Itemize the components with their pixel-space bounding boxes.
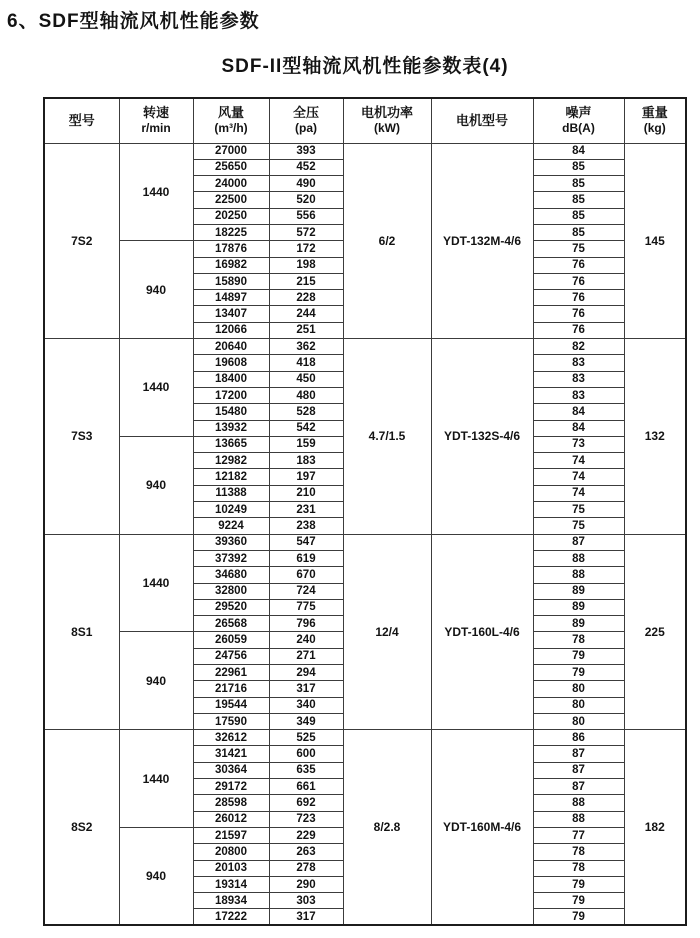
cell-airflow: 28598: [193, 795, 269, 811]
cell-airflow: 12982: [193, 453, 269, 469]
cell-noise: 88: [533, 811, 624, 827]
cell-pressure: 556: [269, 208, 343, 224]
cell-airflow: 9224: [193, 518, 269, 534]
cell-noise: 76: [533, 290, 624, 306]
header-unit: (pa): [295, 121, 317, 136]
cell-pressure: 240: [269, 632, 343, 648]
cell-airflow: 32800: [193, 583, 269, 599]
cell-motor-model: YDT-132S-4/6: [431, 339, 533, 535]
cell-pressure: 490: [269, 176, 343, 192]
cell-noise: 74: [533, 453, 624, 469]
cell-noise: 77: [533, 827, 624, 843]
cell-pressure: 520: [269, 192, 343, 208]
cell-airflow: 14897: [193, 290, 269, 306]
cell-pressure: 572: [269, 224, 343, 240]
cell-motor-power: 12/4: [343, 534, 431, 730]
cell-noise: 87: [533, 746, 624, 762]
cell-speed: 1440: [119, 534, 193, 632]
cell-pressure: 670: [269, 567, 343, 583]
cell-model: 8S1: [44, 534, 119, 730]
header-unit: r/min: [141, 121, 171, 136]
cell-noise: 88: [533, 550, 624, 566]
cell-airflow: 13932: [193, 420, 269, 436]
header-label: 型号: [68, 112, 95, 128]
cell-noise: 74: [533, 469, 624, 485]
cell-noise: 80: [533, 681, 624, 697]
header-label: 噪声: [565, 105, 592, 121]
cell-pressure: 251: [269, 322, 343, 338]
column-header-airflow: [193, 98, 269, 143]
cell-pressure: 159: [269, 436, 343, 452]
cell-pressure: 228: [269, 290, 343, 306]
cell-airflow: 26059: [193, 632, 269, 648]
cell-airflow: 12066: [193, 322, 269, 338]
table-subtitle: SDF-II型轴流风机性能参数表(4): [221, 56, 509, 77]
cell-pressure: 317: [269, 681, 343, 697]
cell-pressure: 340: [269, 697, 343, 713]
cell-pressure: 450: [269, 371, 343, 387]
cell-weight: 182: [624, 730, 686, 926]
cell-noise: 79: [533, 909, 624, 925]
cell-pressure: 349: [269, 713, 343, 729]
cell-airflow: 19544: [193, 697, 269, 713]
page-title: 6、SDF型轴流风机性能参数: [7, 11, 260, 32]
table-row: [44, 730, 686, 746]
cell-pressure: 452: [269, 159, 343, 175]
cell-weight: 145: [624, 143, 686, 339]
cell-airflow: 17222: [193, 909, 269, 925]
cell-noise: 76: [533, 306, 624, 322]
cell-pressure: 238: [269, 518, 343, 534]
cell-motor-model: YDT-132M-4/6: [431, 143, 533, 339]
column-header-weight: [624, 98, 686, 143]
cell-noise: 74: [533, 485, 624, 501]
cell-pressure: 724: [269, 583, 343, 599]
cell-pressure: 290: [269, 876, 343, 892]
cell-weight: 132: [624, 339, 686, 535]
cell-airflow: 11388: [193, 485, 269, 501]
cell-airflow: 17590: [193, 713, 269, 729]
cell-pressure: 692: [269, 795, 343, 811]
cell-airflow: 20800: [193, 844, 269, 860]
cell-pressure: 418: [269, 355, 343, 371]
cell-airflow: 15480: [193, 404, 269, 420]
header-label: 电机型号: [455, 112, 508, 128]
cell-airflow: 21597: [193, 827, 269, 843]
cell-noise: 78: [533, 860, 624, 876]
cell-noise: 88: [533, 795, 624, 811]
cell-pressure: 542: [269, 420, 343, 436]
cell-noise: 87: [533, 762, 624, 778]
table-row: [44, 339, 686, 355]
cell-noise: 88: [533, 567, 624, 583]
cell-pressure: 619: [269, 550, 343, 566]
cell-motor-power: 8/2.8: [343, 730, 431, 926]
header-label: 电机功率: [360, 105, 413, 121]
column-header-model: [44, 98, 119, 143]
cell-airflow: 22961: [193, 665, 269, 681]
header-label: 转速: [142, 105, 169, 121]
cell-noise: 89: [533, 599, 624, 615]
cell-noise: 83: [533, 355, 624, 371]
cell-speed: 1440: [119, 143, 193, 241]
cell-noise: 79: [533, 893, 624, 909]
cell-airflow: 15890: [193, 273, 269, 289]
cell-noise: 85: [533, 192, 624, 208]
cell-noise: 80: [533, 697, 624, 713]
cell-noise: 89: [533, 583, 624, 599]
cell-speed: 940: [119, 632, 193, 730]
cell-speed: 940: [119, 827, 193, 925]
header-unit: dB(A): [562, 121, 595, 136]
cell-airflow: 25650: [193, 159, 269, 175]
cell-airflow: 19608: [193, 355, 269, 371]
cell-airflow: 27000: [193, 143, 269, 159]
cell-speed: 1440: [119, 730, 193, 828]
cell-airflow: 26012: [193, 811, 269, 827]
cell-noise: 73: [533, 436, 624, 452]
cell-noise: 87: [533, 779, 624, 795]
column-header-motor-model: [431, 98, 533, 143]
cell-pressure: 278: [269, 860, 343, 876]
cell-pressure: 525: [269, 730, 343, 746]
cell-airflow: 13665: [193, 436, 269, 452]
cell-motor-model: YDT-160M-4/6: [431, 730, 533, 926]
table-row: [44, 143, 686, 159]
cell-pressure: 547: [269, 534, 343, 550]
cell-model: 7S2: [44, 143, 119, 339]
cell-pressure: 723: [269, 811, 343, 827]
cell-airflow: 29172: [193, 779, 269, 795]
cell-pressure: 210: [269, 485, 343, 501]
cell-pressure: 635: [269, 762, 343, 778]
header-label: 全压: [292, 105, 319, 121]
cell-pressure: 796: [269, 616, 343, 632]
cell-airflow: 20640: [193, 339, 269, 355]
cell-pressure: 197: [269, 469, 343, 485]
cell-airflow: 29520: [193, 599, 269, 615]
cell-noise: 76: [533, 322, 624, 338]
cell-airflow: 18400: [193, 371, 269, 387]
cell-noise: 78: [533, 632, 624, 648]
cell-pressure: 294: [269, 665, 343, 681]
cell-airflow: 32612: [193, 730, 269, 746]
cell-pressure: 172: [269, 241, 343, 257]
cell-noise: 85: [533, 208, 624, 224]
cell-noise: 85: [533, 159, 624, 175]
cell-noise: 78: [533, 844, 624, 860]
cell-noise: 89: [533, 616, 624, 632]
column-header-motor-power: [343, 98, 431, 143]
header-label: 风量: [217, 105, 244, 121]
cell-airflow: 17876: [193, 241, 269, 257]
cell-airflow: 10249: [193, 502, 269, 518]
cell-noise: 86: [533, 730, 624, 746]
cell-motor-power: 4.7/1.5: [343, 339, 431, 535]
cell-airflow: 20250: [193, 208, 269, 224]
cell-pressure: 231: [269, 502, 343, 518]
cell-noise: 87: [533, 534, 624, 550]
header-unit: (kW): [374, 121, 400, 136]
cell-speed: 1440: [119, 339, 193, 437]
cell-noise: 80: [533, 713, 624, 729]
cell-airflow: 26568: [193, 616, 269, 632]
cell-airflow: 22500: [193, 192, 269, 208]
cell-noise: 83: [533, 387, 624, 403]
cell-airflow: 30364: [193, 762, 269, 778]
cell-pressure: 600: [269, 746, 343, 762]
cell-airflow: 39360: [193, 534, 269, 550]
cell-noise: 84: [533, 143, 624, 159]
cell-pressure: 229: [269, 827, 343, 843]
cell-airflow: 19314: [193, 876, 269, 892]
cell-pressure: 183: [269, 453, 343, 469]
cell-noise: 75: [533, 241, 624, 257]
column-header-noise: [533, 98, 624, 143]
cell-airflow: 21716: [193, 681, 269, 697]
cell-pressure: 198: [269, 257, 343, 273]
performance-table: [43, 97, 687, 926]
cell-pressure: 244: [269, 306, 343, 322]
column-header-pressure: [269, 98, 343, 143]
cell-pressure: 271: [269, 648, 343, 664]
column-header-speed: [119, 98, 193, 143]
table-row: [44, 534, 686, 550]
cell-noise: 84: [533, 404, 624, 420]
cell-pressure: 303: [269, 893, 343, 909]
cell-noise: 75: [533, 502, 624, 518]
cell-pressure: 393: [269, 143, 343, 159]
cell-weight: 225: [624, 534, 686, 730]
cell-pressure: 317: [269, 909, 343, 925]
cell-noise: 79: [533, 876, 624, 892]
header-unit: (kg): [643, 121, 666, 136]
cell-airflow: 16982: [193, 257, 269, 273]
cell-pressure: 480: [269, 387, 343, 403]
cell-pressure: 528: [269, 404, 343, 420]
cell-model: 8S2: [44, 730, 119, 926]
cell-airflow: 18934: [193, 893, 269, 909]
cell-airflow: 37392: [193, 550, 269, 566]
cell-noise: 79: [533, 648, 624, 664]
cell-airflow: 13407: [193, 306, 269, 322]
cell-noise: 83: [533, 371, 624, 387]
cell-noise: 82: [533, 339, 624, 355]
cell-airflow: 24756: [193, 648, 269, 664]
cell-motor-model: YDT-160L-4/6: [431, 534, 533, 730]
cell-airflow: 34680: [193, 567, 269, 583]
cell-noise: 76: [533, 257, 624, 273]
cell-pressure: 263: [269, 844, 343, 860]
cell-airflow: 12182: [193, 469, 269, 485]
cell-airflow: 24000: [193, 176, 269, 192]
header-row: [44, 98, 686, 143]
cell-pressure: 215: [269, 273, 343, 289]
cell-noise: 76: [533, 273, 624, 289]
cell-airflow: 18225: [193, 224, 269, 240]
cell-speed: 940: [119, 241, 193, 339]
cell-motor-power: 6/2: [343, 143, 431, 339]
cell-noise: 84: [533, 420, 624, 436]
cell-airflow: 17200: [193, 387, 269, 403]
cell-noise: 79: [533, 665, 624, 681]
header-unit: (m³/h): [214, 121, 248, 136]
cell-speed: 940: [119, 436, 193, 534]
cell-airflow: 31421: [193, 746, 269, 762]
cell-pressure: 775: [269, 599, 343, 615]
cell-pressure: 661: [269, 779, 343, 795]
cell-noise: 85: [533, 176, 624, 192]
cell-noise: 85: [533, 224, 624, 240]
cell-model: 7S3: [44, 339, 119, 535]
cell-noise: 75: [533, 518, 624, 534]
header-label: 重量: [641, 105, 668, 121]
cell-airflow: 20103: [193, 860, 269, 876]
cell-pressure: 362: [269, 339, 343, 355]
performance-table-body: [44, 143, 686, 925]
table-header: [44, 98, 686, 143]
